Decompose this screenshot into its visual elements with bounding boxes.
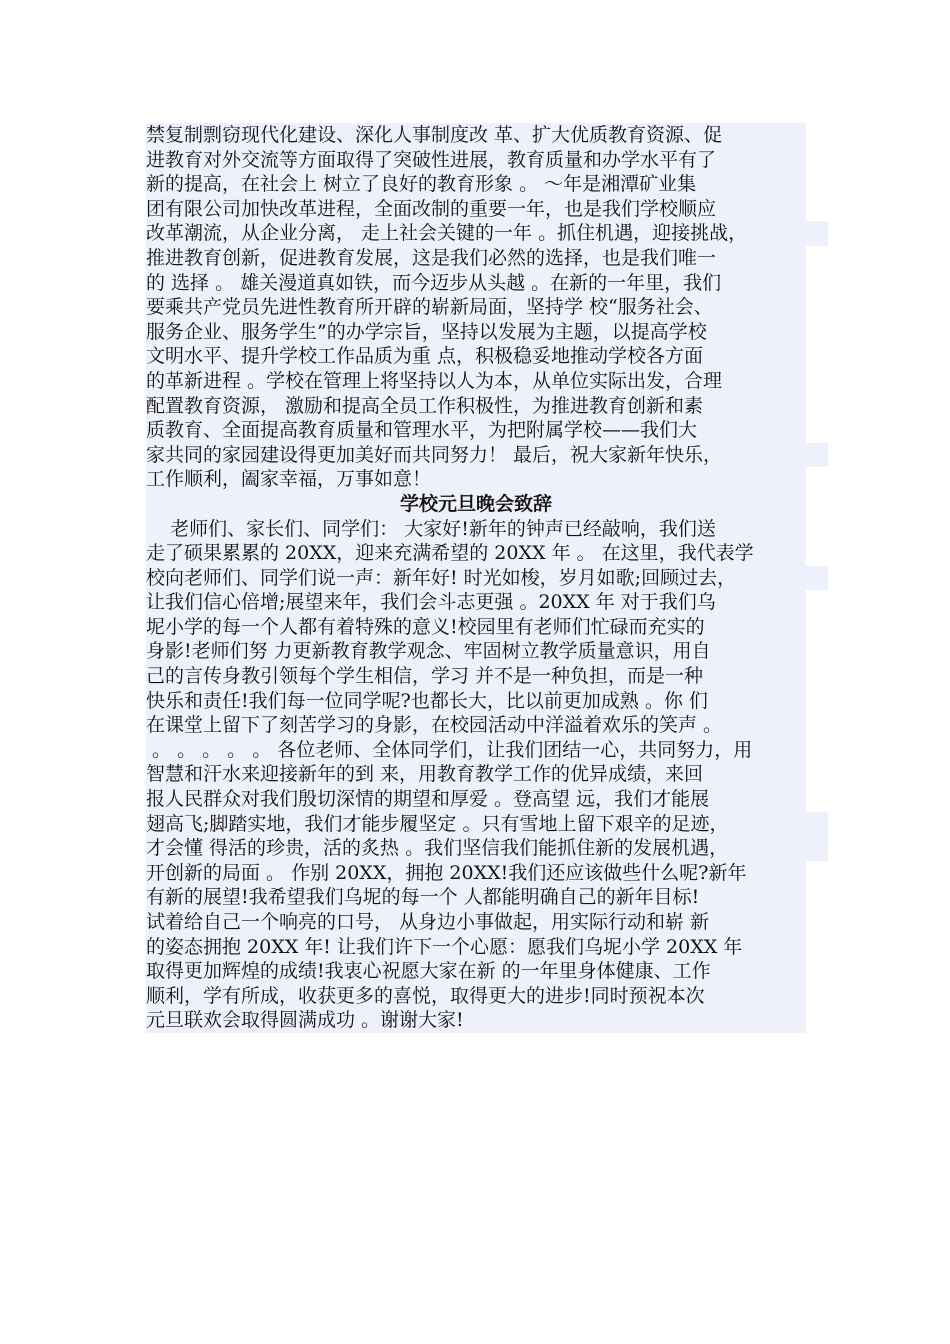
text-line: 快乐和责任!我们每一位同学呢?也都长大，比以前更加成熟 。你 们 xyxy=(146,689,806,714)
text-line: 让我们信心倍增;展望来年，我们会斗志更强 。20XX 年 对于我们乌 xyxy=(146,590,806,615)
text-line: 团有限公司加快改革进程，全面改制的重要一年，也是我们学校顺应 xyxy=(146,197,806,222)
text-line: 走了硕果累累的 20XX，迎来充满希望的 20XX 年 。 在这里，我代表学 xyxy=(146,541,806,566)
text-line: 新的提高，在社会上 树立了良好的教育形象 。 ～年是湘潭矿业集 xyxy=(146,172,806,197)
text-line: 在课堂上留下了刻苦学习的身影，在校园活动中洋溢着欢乐的笑声 。 xyxy=(146,713,806,738)
text-line: 老师们、家长们、同学们： 大家好!新年的钟声已经敲响，我们送 xyxy=(146,517,806,542)
text-line: 质教育、全面提高教育质量和管理水平，为把附属学校——我们大 xyxy=(146,418,806,443)
text-line: 进教育对外交流等方面取得了突破性进展，教育质量和办学水平有了 xyxy=(146,148,806,173)
text-line: 身影!老师们努 力更新教育教学观念、牢固树立教学质量意识，用自 xyxy=(146,639,806,664)
text-line: 己的言传身教引领每个学生相信，学习 并不是一种负担，而是一种 xyxy=(146,664,806,689)
text-line: 翅高飞;脚踏实地，我们才能步履坚定 。只有雪地上留下艰辛的足迹， xyxy=(146,812,828,837)
text-line: 禁复制剽窃现代化建设、深化人事制度改 革、扩大优质教育资源、促 xyxy=(146,123,806,148)
text-line: 取得更加辉煌的成绩!我衷心祝愿大家在新 的一年里身体健康、工作 xyxy=(146,959,806,984)
text-line: 校向老师们、同学们说一声：新年好! 时光如梭，岁月如歌;回顾过去， xyxy=(146,566,828,591)
document-body xyxy=(146,123,806,1033)
text-line: 坭小学的每一个人都有着特殊的意义!校园里有老师们忙碌而充实的 xyxy=(146,615,806,640)
text-line: 家共同的家园建设得更加美好而共同努力！ 最后，祝大家新年快乐， xyxy=(146,443,828,468)
speech-title: 学校元旦晚会致辞 xyxy=(146,492,806,517)
text-line: 文明水平、提升学校工作品质为重 点，积极稳妥地推动学校各方面 xyxy=(146,344,806,369)
text-line: 服务企业、服务学生”的办学宗旨，坚持以发展为主题，以提高学校 xyxy=(146,320,806,345)
text-line: 报人民群众对我们殷切深情的期望和厚爱 。登高望 远，我们才能展 xyxy=(146,787,806,812)
text-line: 改革潮流，从企业分离， 走上社会关键的一年 。抓住机遇，迎接挑战， xyxy=(146,221,828,246)
text-line: 要乘共产党员先进性教育所开辟的崭新局面，坚持学 校“服务社会、 xyxy=(146,295,806,320)
text-line: 元旦联欢会取得圆满成功 。谢谢大家! xyxy=(146,1008,806,1033)
text-line: 推进教育创新，促进教育发展，这是我们必然的选择，也是我们唯一 xyxy=(146,246,806,271)
text-line: 工作顺利，阖家幸福，万事如意！ xyxy=(146,467,806,492)
text-line: 智慧和汗水来迎接新年的到 来，用教育教学工作的优异成绩，来回 xyxy=(146,762,806,787)
text-line: 试着给自己一个响亮的口号， 从身边小事做起，用实际行动和崭 新 xyxy=(146,910,806,935)
text-line: 顺利，学有所成，收获更多的喜悦，取得更大的进步!同时预祝本次 xyxy=(146,984,806,1009)
text-line: 。 。 。 。 。 各位老师、全体同学们，让我们团结一心，共同努力，用 xyxy=(146,738,806,763)
text-line: 才会懂 得活的珍贵，活的炙热 。我们坚信我们能抓住新的发展机遇， xyxy=(146,836,828,861)
text-line: 有新的展望!我希望我们乌坭的每一个 人都能明确自己的新年目标! xyxy=(146,885,806,910)
text-line: 配置教育资源， 激励和提高全员工作积极性，为推进教育创新和素 xyxy=(146,394,806,419)
text-line: 的 选择 。 雄关漫道真如铁，而今迈步从头越 。在新的一年里，我们 xyxy=(146,271,806,296)
text-line: 的革新进程 。学校在管理上将坚持以人为本，从单位实际出发，合理 xyxy=(146,369,806,394)
text-line: 开创新的局面 。 作别 20XX，拥抱 20XX!我们还应该做些什么呢?新年 xyxy=(146,861,806,886)
text-line: 的姿态拥抱 20XX 年! 让我们许下一个心愿：愿我们乌坭小学 20XX 年 xyxy=(146,935,806,960)
